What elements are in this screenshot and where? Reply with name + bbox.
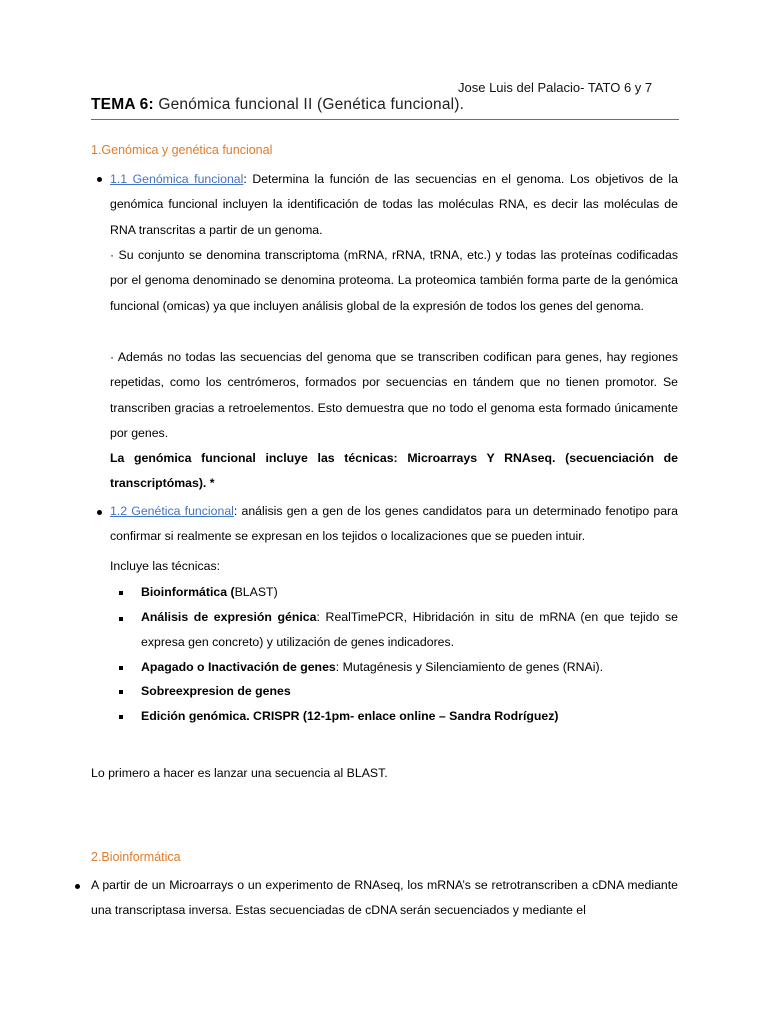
author-line: Jose Luis del Palacio- TATO 6 y 7 [458,80,653,95]
square-bullet-icon [119,617,123,621]
bullet-icon [97,177,102,182]
paragraph-bioinformatica: A partir de un Microarrays o un experimento de RNAseq, los mRNA’s se retrotranscriben a cDNA mediante una transcriptasa inversa. Estas secuenciadas de cDNA serán secuenciados y mediante el [91,878,678,918]
page-title [91,96,679,120]
item-genomica-funcional: 1.1 Genómica funcional: Determina la función de las secuencias en el genoma. Los objetivos de la genómica funcional incluyen la identificación de todas las moléculas RNA, es decir las moléculas de RNA transcritas a partir de un genoma. [110,172,678,237]
bullet-icon [75,884,80,889]
list-item: Sobreexpresion de genes [141,684,291,698]
list-item: Edición genómica. CRISPR (12-1pm- enlace online – Sandra Rodríguez) [141,709,559,723]
square-bullet-icon [119,715,123,719]
item-genetica-funcional: 1.2 Genética funcional: análisis gen a gen de los genes candidatos para un determinado fenotipo para confirmar si realmente se expresan en los tejidos o localizaciones que se pueden intuir. [110,504,678,544]
list-item: Bioinformática (BLAST) [141,585,278,599]
includes-label: Incluye las técnicas: [110,559,221,573]
section-heading-1: 1.Genómica y genética funcional [91,143,273,157]
title-text: Genómica funcional II (Genética funcional). [153,96,465,113]
paragraph-secuencias: · Además no todas las secuencias del genoma que se transcriben codifican para genes, hay regiones repetidas, como los centrómeros, formados por secuencias en tándem que no tienen promotor. Se transcriben gracias a retroelementos. Esto demuestra que no todo el genoma esta formado únicamente por genes. [110,350,678,440]
link-genetica-funcional[interactable]: 1.2 Genética funcional [110,504,234,518]
square-bullet-icon [119,591,123,595]
title-label: TEMA 6: [91,96,154,113]
closing-sentence: Lo primero a hacer es lanzar una secuencia al BLAST. [91,766,388,780]
bullet-icon [97,510,102,515]
square-bullet-icon [119,666,123,670]
paragraph-tecnicas: La genómica funcional incluye las técnicas: Microarrays Y RNAseq. (secuenciación de transcriptómas). * [110,451,678,491]
square-bullet-icon [119,690,123,694]
list-item: Apagado o Inactivación de genes: Mutagénesis y Silenciamiento de genes (RNAi). [141,660,603,674]
list-item: Análisis de expresión génica: RealTimePCR, Hibridación in situ de mRNA (en que tejido se expresa gen concreto) y utilización de genes indicadores. [141,610,678,650]
paragraph-transcriptoma: · Su conjunto se denomina transcriptoma (mRNA, rRNA, tRNA, etc.) y todas las proteínas codificadas por el genoma denominado se denomina proteoma. La proteomica también forma parte de la genómica funcional (omicas) ya que incluyen análisis global de la expresión de todos los genes del genoma. [110,248,678,313]
section-heading-2: 2.Bioinformática [91,850,181,864]
link-genomica-funcional[interactable]: 1.1 Genómica funcional [110,172,244,186]
